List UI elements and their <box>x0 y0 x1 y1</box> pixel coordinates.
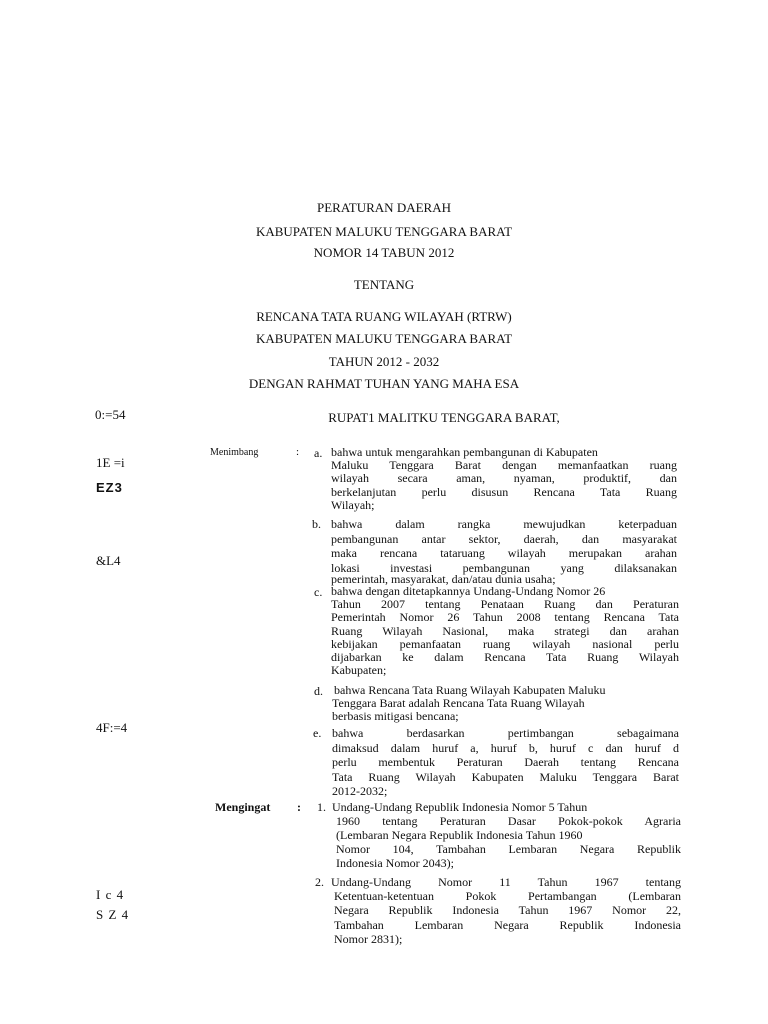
menimbang-d-line: bahwa Rencana Tata Ruang Wilayah Kabupaten Maluku <box>334 683 606 697</box>
menimbang-a-line: Wilayah; <box>331 497 375 512</box>
mengingat-2-line: Negara Republik Indonesia Tahun 1967 Nomor 22, <box>334 903 681 918</box>
margin-note-2: 1E =i <box>96 455 125 470</box>
menimbang-marker-b: b. <box>312 517 321 531</box>
menimbang-a-line: berkelanjutan perlu disusun Rencana Tata Ruang <box>331 484 677 499</box>
mengingat-2-line: Undang-Undang Nomor 11 Tahun 1967 tentang <box>331 875 681 889</box>
title-nomor: NOMOR 14 TABUN 2012 <box>313 245 455 260</box>
mengingat-marker-1: 1. <box>317 800 326 814</box>
title-tahun: TAHUN 2012 - 2032 <box>328 354 440 369</box>
menimbang-c-line: Kabupaten; <box>331 663 387 678</box>
mengingat-2-line: Nomor 2831); <box>334 931 403 946</box>
menimbang-item-c <box>331 585 679 677</box>
menimbang-a-line: bahwa untuk mengarahkan pembangunan di Kabupaten <box>331 445 598 459</box>
title-tentang: TENTANG <box>353 277 415 292</box>
menimbang-item-b <box>331 517 677 587</box>
menimbang-a-line: Maluku Tenggara Barat dengan memanfaatkan ruang <box>331 458 677 473</box>
menimbang-marker-c: c. <box>314 585 323 599</box>
mengingat-marker-2: 2. <box>315 875 324 889</box>
menimbang-marker-e: e. <box>313 726 322 740</box>
menimbang-e-line: Tata Ruang Wilayah Kabupaten Maluku Tenggara Barat <box>332 769 679 784</box>
menimbang-e-line: bahwa berdasarkan pertimbangan sebagaimana <box>332 726 679 740</box>
margin-note-5: 4F:=4 <box>96 720 128 735</box>
margin-note-3: EZ3 <box>96 480 123 495</box>
menimbang-d-line: berbasis mitigasi bencana; <box>332 709 459 724</box>
menimbang-c-line: Pemerintah Nomor 26 Tahun 2008 tentang Rencana Tata <box>331 610 679 625</box>
menimbang-b-line: lokasi investasi pembangunan yang dilaksanakan <box>331 560 677 575</box>
margin-note-7: S Z 4 <box>96 907 130 922</box>
mengingat-2-line: Tambahan Lembaran Negara Republik Indonesia <box>334 917 681 932</box>
margin-note-6: I c 4 <box>96 887 125 902</box>
mengingat-item-2 <box>331 875 681 946</box>
margin-note-4: &L4 <box>96 553 121 568</box>
mengingat-1-line: 1960 tentang Peraturan Dasar Pokok-pokok Agraria <box>336 814 681 828</box>
menimbang-d-line: Tenggara Barat adalah Rencana Tata Ruang Wilayah <box>332 696 585 711</box>
menimbang-c-line: dijabarkan ke dalam Rencana Tata Ruang Wilayah <box>331 650 679 665</box>
mengingat-2-line: Ketentuan-ketentuan Pokok Pertambangan (Lembaran <box>334 889 681 904</box>
mengingat-1-line: (Lembaran Negara Republik Indonesia Tahun 1960 <box>336 828 583 842</box>
mengingat-label: Mengingat <box>215 800 271 814</box>
title-bupati: RUPAT1 MALITKU TENGGARA BARAT, <box>328 410 560 425</box>
mengingat-colon: : <box>297 800 301 814</box>
menimbang-c-line: kebijakan pemanfaatan ruang wilayah nasional perlu <box>331 636 679 651</box>
title-rahmat: DENGAN RAHMAT TUHAN YANG MAHA ESA <box>248 376 520 391</box>
menimbang-item-a <box>331 446 677 512</box>
menimbang-item-d <box>334 684 679 724</box>
title-kabupaten-2: KABUPATEN MALUKU TENGGARA BARAT <box>255 331 513 346</box>
menimbang-c-line: bahwa dengan ditetapkannya Undang-Undang Nomor 26 <box>331 584 606 598</box>
menimbang-marker-d: d. <box>314 684 323 698</box>
menimbang-b-line: bahwa dalam rangka mewujudkan keterpaduan <box>331 517 677 531</box>
menimbang-label: Menimbang <box>210 447 259 458</box>
menimbang-b-line: pemerintah, masyarakat, dan/atau dunia usaha; <box>331 572 556 587</box>
margin-note-1: 0:=54 <box>95 407 126 422</box>
mengingat-1-line: Indonesia Nomor 2043); <box>336 856 454 870</box>
menimbang-e-line: dimaksud dalam huruf a, huruf b, huruf c dan huruf d <box>332 740 679 755</box>
mengingat-1-line: Nomor 104, Tambahan Lembaran Negara Republik <box>336 842 681 856</box>
menimbang-b-line: maka rencana tataruang wilayah merupakan arahan <box>331 546 677 561</box>
menimbang-b-line: pembangunan antar sektor, daerah, dan masyarakat <box>331 531 677 546</box>
title-rtrw: RENCANA TATA RUANG WILAYAH (RTRW) <box>256 309 512 324</box>
menimbang-e-line: 2012-2032; <box>332 784 388 799</box>
mengingat-1-line: Undang-Undang Republik Indonesia Nomor 5 Tahun <box>332 800 588 814</box>
mengingat-item-1 <box>332 800 681 870</box>
menimbang-colon: : <box>296 446 300 458</box>
menimbang-marker-a: a. <box>314 446 323 460</box>
menimbang-c-line: Tahun 2007 tentang Penataan Ruang dan Peraturan <box>331 597 679 612</box>
title-peraturan-daerah: PERATURAN DAERAH <box>317 200 451 215</box>
menimbang-e-line: perlu membentuk Peraturan Daerah tentang Rencana <box>332 755 679 770</box>
menimbang-a-line: wilayah secara aman, nyaman, produktif, dan <box>331 471 677 486</box>
title-kabupaten: KABUPATEN MALUKU TENGGARA BARAT <box>255 224 513 239</box>
menimbang-item-e <box>332 726 679 799</box>
menimbang-c-line: Ruang Wilayah Nasional, maka strategi dan arahan <box>331 623 679 638</box>
